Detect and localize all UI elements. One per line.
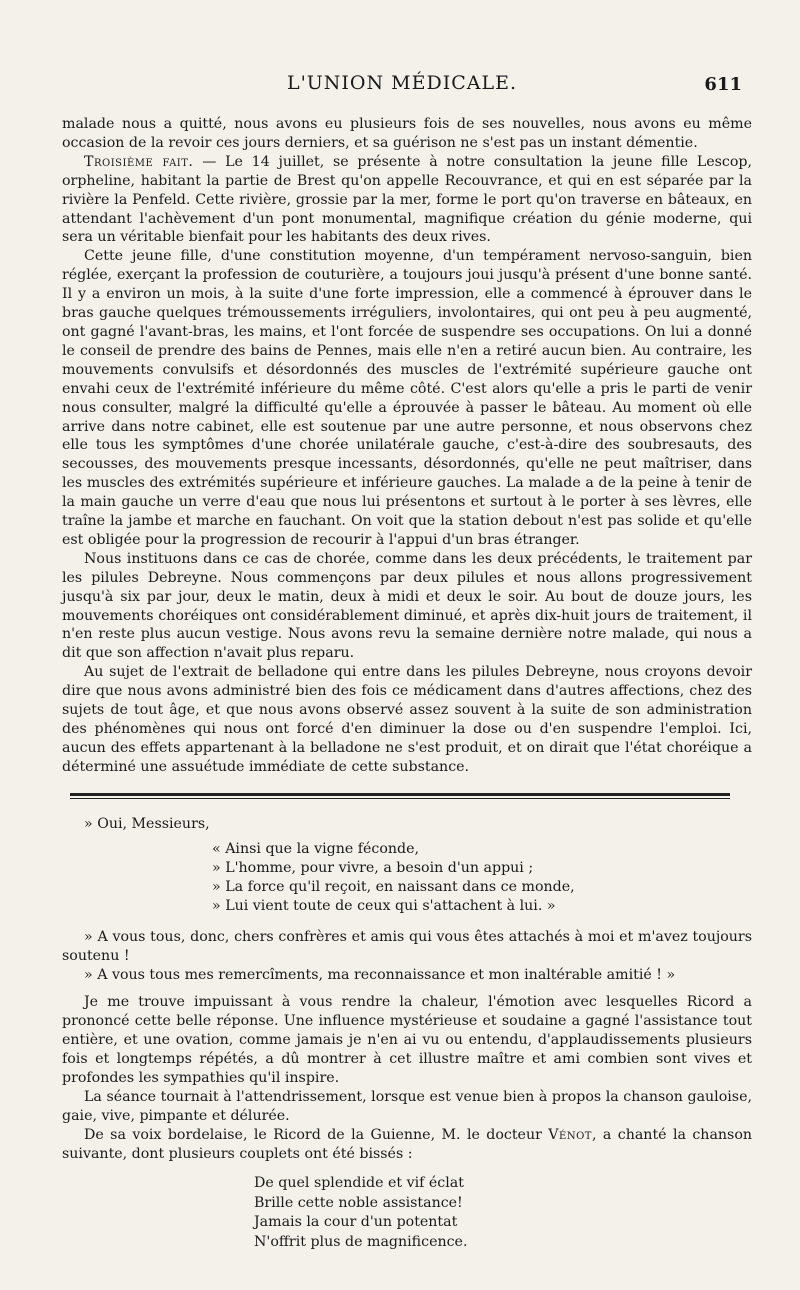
paragraph: Au sujet de l'extrait de belladone qui entre dans les pilules Debreyne, nous croyons devoir dire que nous avons administré bien des fois ce médicament dans d'autres affections, chez des sujets de tout âge, et que nous avons observé assez souvent à la suite de son administration des phénomènes qui nous ont forcé d'en diminuer la dose ou d'en suspendre l'emploi. Ici, aucun des effets appartenant à la belladone ne s'est produit, et on dirait que l'état choréique a déterminé une assuétude immédiate de cette substance. — [62, 664, 752, 775]
song-line: De quel splendide et vif éclat — [254, 1175, 464, 1191]
verse-line: » Lui vient toute de ceux qui s'attachent à lui. » — [212, 898, 556, 914]
paragraph — [62, 1126, 752, 1164]
section-divider — [70, 793, 730, 799]
verse-line: » L'homme, pour vivre, a besoin d'un appui ; — [212, 860, 534, 876]
verse-block — [212, 840, 752, 916]
song-verse — [254, 1174, 752, 1252]
running-title: L'UNION MÉDICALE. — [286, 72, 518, 94]
paragraph: Cette jeune fille, d'une constitution moyenne, d'un tempérament nervoso-sanguin, bien réglée, exerçant la profession de couturière, a toujours joui jusqu'à présent d'une bonne santé. Il y a environ un mois, à la suite d'une forte impression, elle a commencé à éprouver dans le bras gauche quelques trémoussements irréguliers, involontaires, qui ont peu à peu augmenté, ont gagné l'avant-bras, les mains, et l'ont forcée de suspendre ses occupations. On lui a donné le conseil de prendre des bains de Pennes, mais elle n'en a retiré aucun bien. Au contraire, les mouvements convulsifs et désordonnés des muscles de l'extrémité supérieure gauche ont envahi ceux de l'extrémité inférieure du même côté. C'est alors qu'elle a pris le parti de venir nous consulter, malgré la difficulté qu'elle a éprouvée à passer le bâteau. Au moment où elle arrive dans notre cabinet, elle est soutenue par une autre personne, et nous observons chez elle tous les symptômes d'une chorée unilatérale gauche, c'est-à-dire des soubresauts, des secousses, des mouvements presque incessants, désordonnés, qu'elle ne peut maîtriser, dans les muscles des extrémités supérieure et inférieure gauches. La malade a de la peine à tenir de la main gauche un verre d'eau que nous lui présentons et surtout à le porter à ses lèvres, elle traîne la jambe et marche en fauchant. On voit que la station debout n'est pas solide et qu'elle est obligée pour la progression de recourir à l'appui d'un bras étranger. — [62, 248, 752, 548]
paragraph-text: , a chanté la chanson suivante, dont plusieurs couplets ont été bissés : — [62, 1127, 753, 1162]
quote-paragraph: » A vous tous, donc, chers confrères et amis qui vous êtes attachés à moi et m'avez toujours soutenu ! — [62, 929, 752, 964]
quote-paragraph: » A vous tous mes remercîments, ma reconnaissance et mon inaltérable amitié ! » — [84, 967, 676, 983]
paragraph: Nous instituons dans ce cas de chorée, comme dans les deux précédents, le traitement par les pilules Debreyne. Nous commençons par deux pilules et nous allons progressivement jusqu'à six par jour, deux le matin, deux à midi et deux le soir. Au bout de douze jours, les mouvements choréiques ont considérablement diminué, et après dix-huit jours de traitement, il n'en reste plus aucun vestige. Nous avons revu la semaine dernière notre malade, qui nous a dit que son affection n'avait plus reparu. — [62, 550, 752, 662]
page-number: 611 — [704, 74, 742, 95]
paragraph — [62, 153, 752, 248]
verse-line: » La force qu'il reçoit, en naissant dans ce monde, — [212, 879, 575, 895]
song-line: Jamais la cour d'un potentat — [254, 1214, 458, 1230]
page-header — [62, 72, 742, 102]
feuilleton-section — [62, 815, 752, 1252]
salutation: » Oui, Messieurs, — [84, 816, 210, 832]
song-line: Brille cette noble assistance! — [254, 1194, 463, 1211]
paragraph-text: — Le 14 juillet, se présente à notre consultation la jeune fille Lescop, orpheline, habitant la partie de Brest qu'on appelle Recouvrance, et qui en est séparée par la rivière la Penfeld. Cette rivière, grossie par la mer, forme le port qu'on traverse en bâteaux, en attendant l'achèvement d'un pont monumental, magnifique création du génie moderne, qui sera un véritable bienfait pour les habitants des deux rives. — [62, 153, 752, 246]
song-line: N'offrit plus de magnificence. — [254, 1233, 468, 1250]
paragraph: La séance tournait à l'attendrissement, lorsque est venue bien à propos la chanson gauloise, gaie, vive, pimpante et délurée. — [62, 1089, 752, 1124]
paragraph: malade nous a quitté, nous avons eu plusieurs fois de ses nouvelles, nous avons eu même occasion de la revoir ces jours derniers, et sa guérison ne s'est pas un instant démentie. — [62, 116, 752, 151]
article-body — [62, 115, 752, 777]
paragraph: Je me trouve impuissant à vous rendre la chaleur, l'émotion avec lesquelles Ricord a prononcé cette belle réponse. Une influence mystérieuse et soudaine a gagné l'assistance tout entière, et une ovation, comme jamais je n'en ai vu ou entendu, d'applaudissements plusieurs fois et longtemps répétés, a dû montrer à cet illustre maître et ami combien sont vives et profondes les sympathies qu'il inspire. — [62, 994, 752, 1086]
verse-line: « Ainsi que la vigne féconde, — [212, 841, 420, 857]
author-name: Vénot — [548, 1127, 592, 1143]
paragraph-text: De sa voix bordelaise, le Ricord de la Guienne, M. le docteur — [84, 1127, 549, 1143]
case-heading: Troisième fait. — [84, 153, 194, 170]
